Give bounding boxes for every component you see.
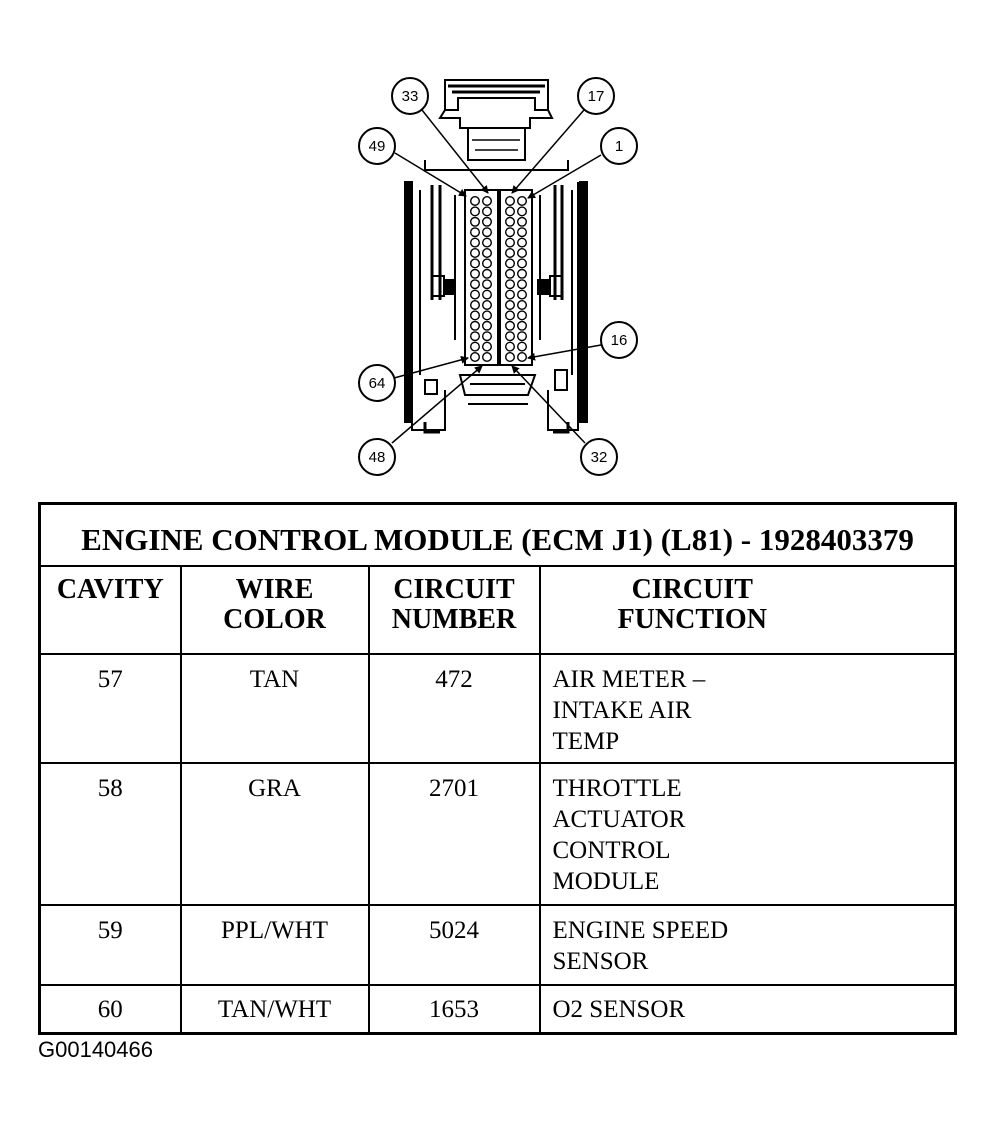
pin-cavity	[518, 280, 527, 289]
cell-wire-color: TAN/WHT	[181, 985, 369, 1033]
callout-64	[359, 365, 395, 401]
pin-cavity	[471, 218, 480, 227]
pin-cavity	[518, 270, 527, 279]
pin-cavity	[518, 197, 527, 206]
pin-cavity	[506, 207, 515, 216]
cell-cavity: 58	[40, 763, 181, 905]
connector-body	[405, 160, 587, 432]
pin-cavity	[483, 280, 492, 289]
table-header-row	[40, 566, 956, 654]
pin-cavity	[483, 301, 492, 310]
table-title: ENGINE CONTROL MODULE (ECM J1) (L81) - 1928403379	[40, 504, 956, 567]
cell-circuit-function: THROTTLE ACTUATOR CONTROL MODULE	[540, 763, 956, 905]
callout-1	[601, 128, 637, 164]
table-row	[40, 763, 956, 905]
pin-cavity	[483, 270, 492, 279]
cell-circuit-number: 472	[369, 654, 540, 763]
pin-cavity	[506, 238, 515, 247]
cell-circuit-number: 2701	[369, 763, 540, 905]
pin-cavity	[483, 311, 492, 320]
callout-label: 33	[401, 88, 419, 105]
pin-cavity	[518, 228, 527, 237]
pin-cavity	[518, 259, 527, 268]
cell-circuit-function: ENGINE SPEED SENSOR	[540, 905, 956, 985]
pin-cavity	[471, 301, 480, 310]
cell-circuit-number: 1653	[369, 985, 540, 1033]
callout-label: 64	[368, 375, 386, 392]
pin-cavity	[483, 353, 492, 362]
pin-cavity	[483, 322, 492, 331]
cell-circuit-function: AIR METER – INTAKE AIR TEMP	[540, 654, 956, 763]
pin-cavity	[506, 197, 515, 206]
cell-cavity: 57	[40, 654, 181, 763]
pin-cavity	[506, 280, 515, 289]
connector-diagram	[0, 0, 995, 500]
pin-cavity	[518, 311, 527, 320]
pin-cavity	[483, 249, 492, 258]
pin-cavity	[506, 290, 515, 299]
pinout-table	[38, 502, 957, 1035]
pin-cavity	[518, 249, 527, 258]
callout-32	[581, 439, 617, 475]
pin-cavity	[506, 311, 515, 320]
pin-cavity	[518, 322, 527, 331]
pin-cavity	[471, 290, 480, 299]
callout-label: 32	[590, 449, 608, 466]
pin-cavity	[518, 290, 527, 299]
cell-cavity: 60	[40, 985, 181, 1033]
pin-cavity	[471, 342, 480, 351]
pin-cavity	[506, 218, 515, 227]
header-wire-color: WIRE COLOR	[181, 566, 369, 654]
pin-cavity	[483, 207, 492, 216]
pin-cavity	[471, 249, 480, 258]
callout-17	[578, 78, 614, 114]
pin-cavity	[518, 207, 527, 216]
pin-cavity	[471, 332, 480, 341]
pin-cavity	[506, 342, 515, 351]
table-title-row	[40, 504, 956, 567]
table-row	[40, 905, 956, 985]
pin-cavity	[518, 218, 527, 227]
pin-cavity	[471, 270, 480, 279]
callout-label: 17	[587, 88, 605, 105]
cell-circuit-number: 5024	[369, 905, 540, 985]
pin-cavity	[483, 290, 492, 299]
cell-wire-color: TAN	[181, 654, 369, 763]
pin-cavity	[483, 238, 492, 247]
pin-cavity	[471, 259, 480, 268]
figure-code: G00140466	[38, 1037, 153, 1062]
header-circuit-function: CIRCUIT FUNCTION	[540, 566, 956, 654]
pin-cavity	[471, 207, 480, 216]
callout-49	[359, 128, 395, 164]
pin-cavity	[518, 342, 527, 351]
pin-cavity	[518, 332, 527, 341]
cell-cavity: 59	[40, 905, 181, 985]
callout-label: 1	[614, 138, 624, 155]
pin-cavity	[483, 342, 492, 351]
pin-cavity	[506, 322, 515, 331]
cell-wire-color: PPL/WHT	[181, 905, 369, 985]
callout-label: 16	[610, 332, 628, 349]
pin-cavity	[471, 353, 480, 362]
cell-wire-color: GRA	[181, 763, 369, 905]
pin-cavity	[506, 270, 515, 279]
pin-cavity	[471, 280, 480, 289]
callout-16	[601, 322, 637, 358]
cell-circuit-function: O2 SENSOR	[540, 985, 956, 1033]
table-row	[40, 985, 956, 1033]
callout-label: 49	[368, 138, 386, 155]
pin-cavity	[518, 238, 527, 247]
header-circuit-number: CIRCUIT NUMBER	[369, 566, 540, 654]
pin-cavity	[471, 322, 480, 331]
callout-48	[359, 439, 395, 475]
pin-cavity	[518, 353, 527, 362]
pin-cavity	[483, 218, 492, 227]
connector-latch	[440, 80, 552, 160]
pin-cavity	[506, 301, 515, 310]
pin-cavity	[471, 238, 480, 247]
callout-label: 48	[368, 449, 386, 466]
table-row	[40, 654, 956, 763]
callout-33	[392, 78, 428, 114]
pin-cavity	[471, 311, 480, 320]
pin-cavity	[471, 197, 480, 206]
header-cavity: CAVITY	[40, 566, 181, 654]
pin-cavity	[506, 249, 515, 258]
pin-cavity	[506, 353, 515, 362]
pin-cavity	[483, 197, 492, 206]
pin-cavity	[471, 228, 480, 237]
pin-cavity	[483, 228, 492, 237]
pin-cavity	[518, 301, 527, 310]
pin-cavity	[483, 332, 492, 341]
pin-cavity	[506, 259, 515, 268]
pin-cavity	[483, 259, 492, 268]
pin-cavity	[506, 332, 515, 341]
pin-cavity	[506, 228, 515, 237]
